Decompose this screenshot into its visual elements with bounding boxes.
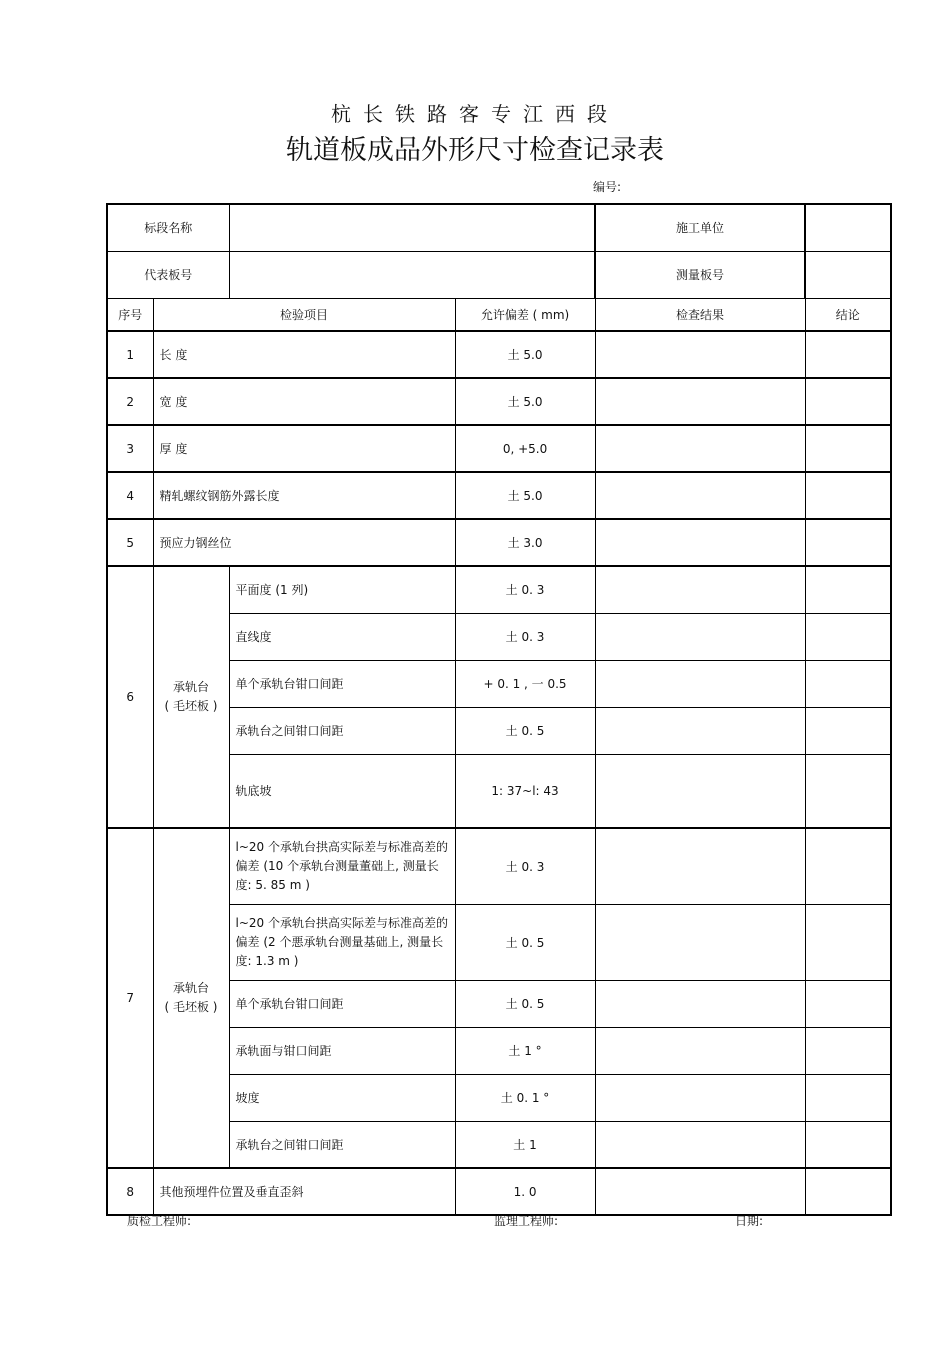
table-row bbox=[107, 519, 891, 566]
col-conclusion: 结论 bbox=[805, 298, 891, 331]
row-conclusion[interactable] bbox=[805, 1121, 891, 1168]
row-tolerance: 0, +5.0 bbox=[455, 425, 595, 472]
row-tolerance: 土 3.0 bbox=[455, 519, 595, 566]
row-conclusion[interactable] bbox=[805, 707, 891, 754]
row-result[interactable] bbox=[595, 828, 805, 904]
group7-seq: 7 bbox=[107, 828, 153, 1168]
row-item: 平面度 (1 列) bbox=[229, 566, 455, 613]
row-seq: 4 bbox=[107, 472, 153, 519]
row-seq: 2 bbox=[107, 378, 153, 425]
code-label: 编号: bbox=[593, 180, 622, 194]
measure-board-label: 测量板号 bbox=[595, 251, 805, 298]
group6-category bbox=[153, 566, 229, 828]
row-result[interactable] bbox=[595, 566, 805, 613]
row-conclusion[interactable] bbox=[805, 1168, 891, 1215]
section-name-label: 标段名称 bbox=[107, 204, 229, 251]
document-title: 轨道板成品外形尺寸检查记录表 bbox=[286, 135, 664, 166]
measure-board-value[interactable] bbox=[805, 251, 891, 298]
row-conclusion[interactable] bbox=[805, 754, 891, 828]
group6-seq: 6 bbox=[107, 566, 153, 828]
section-name-value[interactable] bbox=[229, 204, 595, 251]
construction-unit-value[interactable] bbox=[805, 204, 891, 251]
table-row bbox=[107, 331, 891, 378]
row-conclusion[interactable] bbox=[805, 378, 891, 425]
row-item: 承轨面与钳口间距 bbox=[229, 1027, 455, 1074]
row-tolerance: 1. 0 bbox=[455, 1168, 595, 1215]
row-result[interactable] bbox=[595, 472, 805, 519]
table-row bbox=[107, 425, 891, 472]
row-tolerance: 土 1 bbox=[455, 1121, 595, 1168]
row-item: 精轧螺纹钢筋外露长度 bbox=[153, 472, 455, 519]
row-seq: 5 bbox=[107, 519, 153, 566]
group6-category-name: 承轨台 bbox=[173, 680, 210, 694]
construction-unit-label: 施工单位 bbox=[595, 204, 805, 251]
document-subtitle: 杭长铁路客专江西段 bbox=[331, 102, 619, 126]
row-result[interactable] bbox=[595, 1121, 805, 1168]
row-result[interactable] bbox=[595, 754, 805, 828]
row-tolerance: 1: 37~l: 43 bbox=[455, 754, 595, 828]
info-row bbox=[107, 251, 891, 298]
group7-category-name: 承轨台 bbox=[173, 981, 210, 995]
row-conclusion[interactable] bbox=[805, 1027, 891, 1074]
row-tolerance: 土 0. 5 bbox=[455, 904, 595, 980]
row-result[interactable] bbox=[595, 378, 805, 425]
col-seq: 序号 bbox=[107, 298, 153, 331]
row-tolerance: 土 0. 1 ° bbox=[455, 1074, 595, 1121]
supervisor-label: 监理工程师: bbox=[494, 1214, 559, 1228]
row-conclusion[interactable] bbox=[805, 425, 891, 472]
row-result[interactable] bbox=[595, 331, 805, 378]
date-label: 日期: bbox=[735, 1214, 764, 1228]
row-result[interactable] bbox=[595, 613, 805, 660]
row-item: 厚 度 bbox=[153, 425, 455, 472]
row-seq: 3 bbox=[107, 425, 153, 472]
row-item: 宽 度 bbox=[153, 378, 455, 425]
group7-category bbox=[153, 828, 229, 1168]
row-conclusion[interactable] bbox=[805, 613, 891, 660]
row-result[interactable] bbox=[595, 1027, 805, 1074]
table-row bbox=[107, 566, 891, 613]
table-row bbox=[107, 472, 891, 519]
row-tolerance: 土 0. 3 bbox=[455, 613, 595, 660]
row-result[interactable] bbox=[595, 660, 805, 707]
row-result[interactable] bbox=[595, 707, 805, 754]
row-item: 承轨台之间钳口间距 bbox=[229, 707, 455, 754]
row-item: 长 度 bbox=[153, 331, 455, 378]
group6-category-sub: ( 毛坯板 ) bbox=[164, 699, 218, 713]
row-tolerance: 土 0. 3 bbox=[455, 828, 595, 904]
row-result[interactable] bbox=[595, 519, 805, 566]
inspection-table bbox=[106, 203, 892, 1216]
table-row bbox=[107, 1168, 891, 1215]
row-conclusion[interactable] bbox=[805, 566, 891, 613]
row-item: 单个承轨台钳口间距 bbox=[229, 980, 455, 1027]
row-conclusion[interactable] bbox=[805, 904, 891, 980]
row-tolerance: 土 0. 3 bbox=[455, 566, 595, 613]
row-item: l~20 个承轨台拱高实际差与标准高差的偏差 (2 个悪承轨台测量基础上, 测量长度: 1.3 m ) bbox=[229, 904, 455, 980]
table-row bbox=[107, 378, 891, 425]
row-item: 承轨台之间钳口间距 bbox=[229, 1121, 455, 1168]
row-result[interactable] bbox=[595, 1074, 805, 1121]
row-conclusion[interactable] bbox=[805, 331, 891, 378]
row-item: 直线度 bbox=[229, 613, 455, 660]
row-item: 坡度 bbox=[229, 1074, 455, 1121]
row-tolerance: 土 0. 5 bbox=[455, 980, 595, 1027]
column-header-row bbox=[107, 298, 891, 331]
rep-board-label: 代表板号 bbox=[107, 251, 229, 298]
row-conclusion[interactable] bbox=[805, 660, 891, 707]
row-result[interactable] bbox=[595, 904, 805, 980]
row-item: l~20 个承轨台拱高实际差与标准高差的偏差 (10 个承轨台测量董础上, 测量长度: 5. 85 m ) bbox=[229, 828, 455, 904]
col-tolerance: 允许偏差 ( mm) bbox=[455, 298, 595, 331]
group7-category-sub: ( 毛坯板 ) bbox=[164, 1000, 218, 1014]
row-seq: 1 bbox=[107, 331, 153, 378]
row-result[interactable] bbox=[595, 1168, 805, 1215]
col-item: 检验项目 bbox=[153, 298, 455, 331]
qc-engineer-label: 质检工程师: bbox=[127, 1214, 192, 1228]
row-conclusion[interactable] bbox=[805, 828, 891, 904]
row-conclusion[interactable] bbox=[805, 472, 891, 519]
row-tolerance: 土 1 ° bbox=[455, 1027, 595, 1074]
row-seq: 8 bbox=[107, 1168, 153, 1215]
row-item: 预应力钢丝位 bbox=[153, 519, 455, 566]
row-item: 其他预埋件位置及垂直歪斜 bbox=[153, 1168, 455, 1215]
row-tolerance: 土 5.0 bbox=[455, 331, 595, 378]
row-result[interactable] bbox=[595, 980, 805, 1027]
row-conclusion[interactable] bbox=[805, 519, 891, 566]
row-item: 单个承轨台钳口间距 bbox=[229, 660, 455, 707]
row-conclusion[interactable] bbox=[805, 980, 891, 1027]
table-row bbox=[107, 828, 891, 904]
row-tolerance: + 0. 1 , 一 0.5 bbox=[455, 660, 595, 707]
row-result[interactable] bbox=[595, 425, 805, 472]
row-conclusion[interactable] bbox=[805, 1074, 891, 1121]
row-tolerance: 土 5.0 bbox=[455, 472, 595, 519]
col-result: 检查结果 bbox=[595, 298, 805, 331]
rep-board-value[interactable] bbox=[229, 251, 595, 298]
row-tolerance: 土 0. 5 bbox=[455, 707, 595, 754]
row-tolerance: 土 5.0 bbox=[455, 378, 595, 425]
info-row bbox=[107, 204, 891, 251]
row-item: 轨底坡 bbox=[229, 754, 455, 828]
